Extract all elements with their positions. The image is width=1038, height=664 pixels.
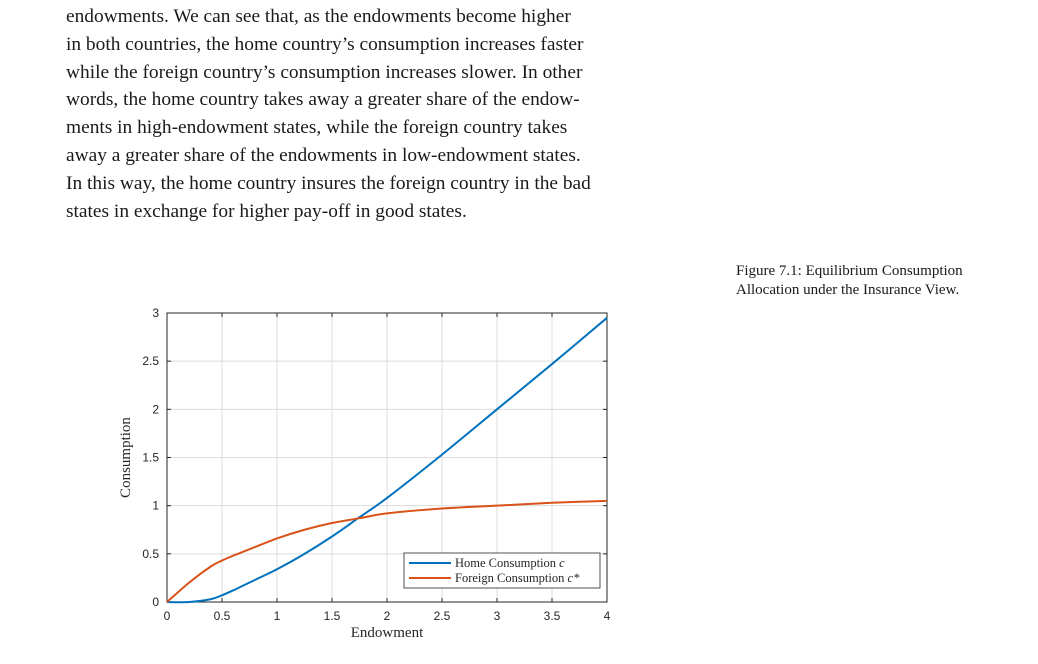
legend-series-name: Foreign Consumption bbox=[455, 571, 565, 585]
y-tick-label: 3 bbox=[152, 306, 159, 320]
x-tick-label: 1 bbox=[273, 609, 281, 623]
consumption-chart bbox=[0, 290, 640, 660]
legend-series-symbol: c bbox=[559, 556, 565, 570]
paragraph-line: away a greater share of the endowments in low-endowment states. bbox=[66, 144, 581, 166]
y-tick-label: 2.5 bbox=[142, 354, 159, 369]
paragraph-line: In this way, the home country insures the foreign country in the bad bbox=[66, 172, 591, 194]
x-tick-label: 3.5 bbox=[543, 609, 561, 623]
paragraph-line: states in exchange for higher pay-off in good states. bbox=[66, 200, 467, 222]
y-tick-label: 2 bbox=[152, 402, 159, 417]
x-tick-label: 0 bbox=[163, 609, 171, 623]
x-tick-label: 3 bbox=[493, 609, 501, 623]
figure-caption bbox=[736, 262, 1026, 300]
y-tick-label: 1 bbox=[152, 498, 159, 513]
paragraph-line: ments in high-endowment states, while the foreign country takes bbox=[66, 117, 568, 139]
caption-line: Figure 7.1: Equilibrium Consumption bbox=[736, 263, 963, 279]
legend-series-symbol: c* bbox=[567, 571, 580, 585]
legend-label-foreign bbox=[455, 571, 580, 585]
y-axis-title: Consumption bbox=[118, 417, 134, 498]
paragraph-line: while the foreign country’s consumption increases slower. In other bbox=[66, 61, 583, 83]
paragraph-line: in both countries, the home country’s consumption increases faster bbox=[66, 33, 584, 55]
y-tick-label: 0 bbox=[152, 595, 159, 609]
y-tick-label: 1.5 bbox=[142, 450, 159, 465]
y-tick-label: 0.5 bbox=[142, 546, 159, 561]
legend-series-name: Home Consumption bbox=[455, 556, 557, 570]
x-tick-label: 4 bbox=[603, 609, 611, 623]
x-tick-label: 1.5 bbox=[323, 609, 341, 623]
x-tick-label: 0.5 bbox=[213, 609, 231, 623]
caption-line: Allocation under the Insurance View. bbox=[736, 282, 960, 298]
x-axis-title: Endowment bbox=[350, 625, 424, 641]
body-paragraph bbox=[66, 3, 686, 225]
legend bbox=[404, 553, 600, 588]
x-tick-label: 2 bbox=[383, 609, 391, 623]
x-tick-label: 2.5 bbox=[433, 609, 451, 623]
paragraph-line: endowments. We can see that, as the endowments become higher bbox=[66, 6, 571, 27]
paragraph-line: words, the home country takes away a greater share of the endow- bbox=[66, 89, 580, 111]
legend-label-home bbox=[455, 556, 565, 570]
